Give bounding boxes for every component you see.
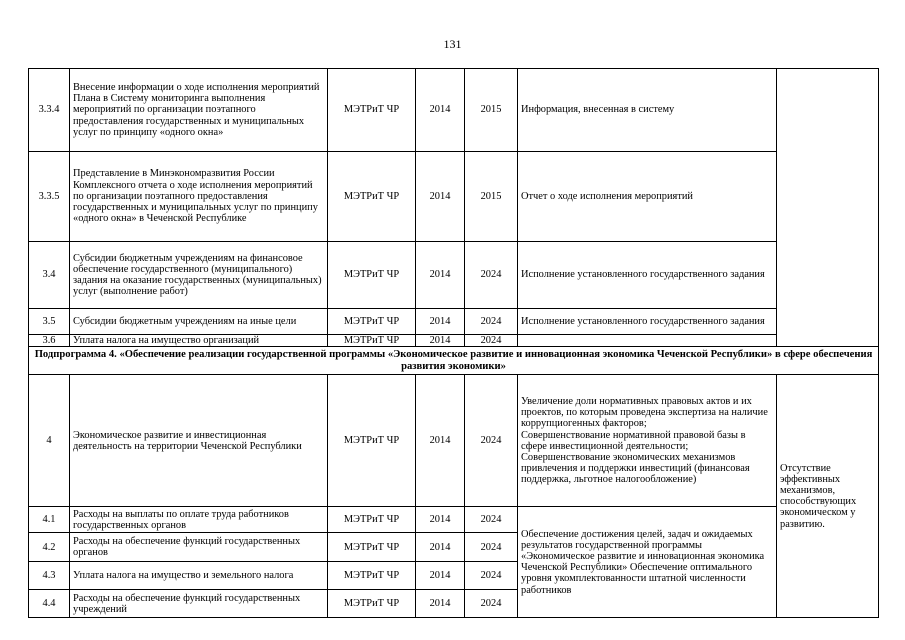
executor: МЭТРиТ ЧР: [328, 590, 416, 618]
executor: МЭТРиТ ЧР: [328, 242, 416, 309]
end-year: 2024: [465, 590, 518, 618]
start-year: 2014: [416, 533, 465, 562]
start-year: 2014: [416, 69, 465, 152]
start-year: 2014: [416, 375, 465, 507]
start-year: 2014: [416, 309, 465, 335]
end-year: 2015: [465, 69, 518, 152]
start-year: 2014: [416, 335, 465, 347]
activity-name: Внесение информации о ходе исполнения мероприятий Плана в Систему мониторинга выполнения мероприятий по организации поэтапного предоставления государственных и муниципальных услуг по принципу «одного окна»: [70, 69, 328, 152]
row-number: 3.4: [29, 242, 70, 309]
row-number: 4.3: [29, 562, 70, 590]
table-row-3-6: [29, 335, 879, 347]
executor: МЭТРиТ ЧР: [328, 533, 416, 562]
risk-cell-empty: [777, 69, 879, 347]
subprogram-title: Подпрограмма 4. «Обеспечение реализации государственной программы «Экономическое развитие и инновационная экономика Чеченской Республики» в сфере обеспечения развития экономики»: [29, 347, 879, 375]
activity-name: Уплата налога на имущество и земельного налога: [70, 562, 328, 590]
start-year: 2014: [416, 590, 465, 618]
table-row-4: [29, 375, 879, 507]
expected-result-shared: Обеспечение достижения целей, задач и ожидаемых результатов государственной программы «Экономическое развитие и инновационная экономика Чеченской Республики» Обеспечение оптимального уровня укомплектованности штатной численности работников: [518, 507, 777, 618]
end-year: 2024: [465, 507, 518, 533]
start-year: 2014: [416, 562, 465, 590]
row-number: 4: [29, 375, 70, 507]
table-row-3-4: [29, 242, 879, 309]
executor: МЭТРиТ ЧР: [328, 69, 416, 152]
activity-name: Экономическое развитие и инвестиционная деятельность на территории Чеченской Республики: [70, 375, 328, 507]
table-row-3-3-4: [29, 69, 879, 152]
expected-result: Исполнение установленного государственного задания: [518, 309, 777, 335]
subprogram-header-row: [29, 347, 879, 375]
activity-name: Расходы на обеспечение функций государственных органов: [70, 533, 328, 562]
expected-result: [518, 335, 777, 347]
start-year: 2014: [416, 152, 465, 242]
executor: МЭТРиТ ЧР: [328, 375, 416, 507]
row-number: 4.2: [29, 533, 70, 562]
end-year: 2024: [465, 335, 518, 347]
expected-result: Информация, внесенная в систему: [518, 69, 777, 152]
row-number: 4.1: [29, 507, 70, 533]
risk-description: Отсутствие эффективных механизмов, способствующих экономическом у развитию.: [777, 375, 879, 618]
table-row-3-5: [29, 309, 879, 335]
end-year: 2024: [465, 562, 518, 590]
row-number: 4.4: [29, 590, 70, 618]
table-row-4-1: [29, 507, 879, 533]
end-year: 2015: [465, 152, 518, 242]
executor: МЭТРиТ ЧР: [328, 309, 416, 335]
expected-result: Отчет о ходе исполнения мероприятий: [518, 152, 777, 242]
start-year: 2014: [416, 242, 465, 309]
executor: МЭТРиТ ЧР: [328, 152, 416, 242]
activity-name: Уплата налога на имущество организаций: [70, 335, 328, 347]
table-row-3-3-5: [29, 152, 879, 242]
program-activities-table: [28, 68, 879, 618]
row-number: 3.6: [29, 335, 70, 347]
end-year: 2024: [465, 309, 518, 335]
end-year: 2024: [465, 375, 518, 507]
executor: МЭТРиТ ЧР: [328, 507, 416, 533]
row-number: 3.3.5: [29, 152, 70, 242]
executor: МЭТРиТ ЧР: [328, 562, 416, 590]
end-year: 2024: [465, 533, 518, 562]
expected-result: Исполнение установленного государственного задания: [518, 242, 777, 309]
row-number: 3.3.4: [29, 69, 70, 152]
activity-name: Расходы на выплаты по оплате труда работников государственных органов: [70, 507, 328, 533]
expected-result: Увеличение доли нормативных правовых актов и их проектов, по которым проведена экспертиза на наличие коррупциогенных факторов; Совершенствование нормативной правовой базы в сфере инвестиционной деятельности; Совершенствование экономических механизмов привлечения и поддержки инвестиций (финансовая поддержка, льготное налогообложение): [518, 375, 777, 507]
activity-name: Субсидии бюджетным учреждениям на иные цели: [70, 309, 328, 335]
activity-name: Субсидии бюджетным учреждениям на финансовое обеспечение государственного (муниципального) задания на оказание государственных (муниципальных) услуг (выполнение работ): [70, 242, 328, 309]
activity-name: Представление в Минэкономразвития России Комплексного отчета о ходе исполнения мероприятий по организации поэтапного предоставления государственных и муниципальных услуг по принципу «одного окна» в Чеченской Республике: [70, 152, 328, 242]
activity-name: Расходы на обеспечение функций государственных учреждений: [70, 590, 328, 618]
executor: МЭТРиТ ЧР: [328, 335, 416, 347]
start-year: 2014: [416, 507, 465, 533]
row-number: 3.5: [29, 309, 70, 335]
page-number: 131: [443, 37, 462, 51]
end-year: 2024: [465, 242, 518, 309]
